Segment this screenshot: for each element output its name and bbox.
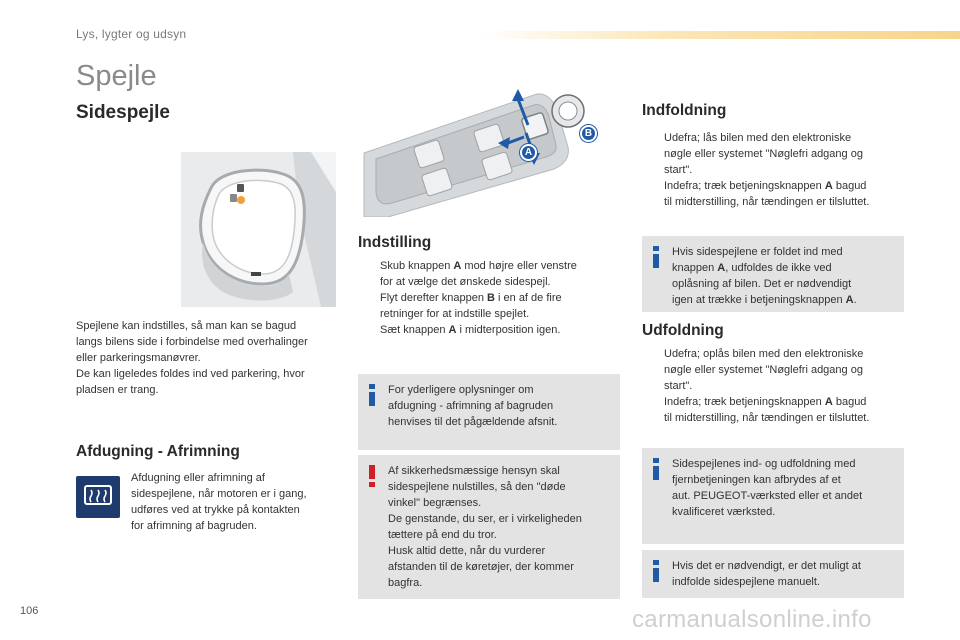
heading-udfoldning: Udfoldning bbox=[642, 322, 724, 339]
step-line: Indefra; træk betjeningsknappen A bagud bbox=[664, 396, 867, 408]
heading-afdugning: Afdugning - Afrimning bbox=[76, 443, 240, 460]
step-line: til midterstilling, når tændingen er tilsluttet. bbox=[664, 196, 870, 208]
info-line: igen at trække i betjeningsknappen A. bbox=[672, 294, 857, 306]
page-number: 106 bbox=[20, 605, 39, 617]
info-line: Hvis det er nødvendigt, er det muligt at bbox=[672, 560, 861, 572]
step-line: start". bbox=[664, 164, 693, 176]
intro-line: pladsen er trang. bbox=[76, 384, 159, 396]
afdugning-text bbox=[131, 470, 341, 534]
step-line: Udefra; oplås bilen med den elektroniske bbox=[664, 348, 864, 360]
heading-indstilling: Indstilling bbox=[358, 234, 432, 251]
info-icon bbox=[650, 458, 662, 480]
list-item bbox=[642, 178, 912, 210]
door-control-panel-illustration bbox=[358, 85, 610, 217]
list-item bbox=[642, 130, 912, 178]
warning-line: sidespejlene nulstilles, så den "døde bbox=[388, 481, 566, 493]
warning-line: bagfra. bbox=[388, 577, 423, 589]
section-title-sidespejle: Sidespejle bbox=[76, 102, 170, 123]
info-box-manual-fold bbox=[642, 550, 904, 598]
list-item bbox=[358, 258, 620, 290]
step-line: nøgle eller systemet "Nøglefri adgang og bbox=[664, 148, 863, 160]
intro-line: langs bilens side i forbindelse med overhalinger bbox=[76, 336, 308, 348]
step-line: Flyt derefter knappen B i en af de fire bbox=[380, 292, 562, 304]
afdugning-line: sidespejlene, når motoren er i gang, bbox=[131, 488, 307, 500]
info-box-indfoldning bbox=[642, 236, 904, 312]
list-item bbox=[358, 290, 620, 322]
info-line: henvises til det pågældende afsnit. bbox=[388, 416, 558, 428]
udfoldning-steps bbox=[642, 346, 912, 426]
step-line: Skub knappen A mod højre eller venstre bbox=[380, 260, 577, 272]
info-line: oplåsning af bilen. Det er nødvendigt bbox=[672, 278, 852, 290]
info-line: Hvis sidespejlene er foldet ind med bbox=[672, 246, 843, 258]
warning-line: De genstande, du ser, er i virkeligheden bbox=[388, 513, 582, 525]
warning-line: Husk altid dette, når du vurderer bbox=[388, 545, 546, 557]
list-item bbox=[642, 346, 912, 394]
step-line: nøgle eller systemet "Nøglefri adgang og bbox=[664, 364, 863, 376]
step-line: til midterstilling, når tændingen er tilsluttet. bbox=[664, 412, 870, 424]
info-line: kvalificeret værksted. bbox=[672, 506, 776, 518]
indstilling-steps bbox=[358, 258, 620, 338]
step-line: Sæt knappen A i midterposition igen. bbox=[380, 324, 561, 336]
step-line: retninger for at indstille spejlet. bbox=[380, 308, 530, 320]
info-line: afdugning - afrimning af bagruden bbox=[388, 400, 554, 412]
info-box-udfoldning bbox=[642, 448, 904, 544]
intro-line: Spejlene kan indstilles, så man kan se bagud bbox=[76, 320, 297, 332]
info-box-afdugning bbox=[358, 374, 620, 450]
info-icon bbox=[650, 560, 662, 582]
step-line: for at vælge det ønskede sidespejl. bbox=[380, 276, 551, 288]
info-line: knappen A, udfoldes de ikke ved bbox=[672, 262, 832, 274]
info-icon bbox=[366, 384, 378, 406]
list-item bbox=[358, 322, 620, 338]
warning-line: vinkel" begrænses. bbox=[388, 497, 482, 509]
step-line: start". bbox=[664, 380, 693, 392]
warning-box-safety bbox=[358, 455, 620, 599]
defrost-button-icon bbox=[76, 476, 120, 518]
step-line: Udefra; lås bilen med den elektroniske bbox=[664, 132, 852, 144]
header-accent-bar bbox=[480, 31, 960, 39]
info-line: indfolde sidespejlene manuelt. bbox=[672, 576, 820, 588]
info-line: fjernbetjeningen kan afbrydes af et bbox=[672, 474, 841, 486]
step-line: Indefra; træk betjeningsknappen A bagud bbox=[664, 180, 867, 192]
list-item bbox=[642, 394, 912, 426]
breadcrumb: Lys, lygter og udsyn bbox=[76, 27, 187, 41]
intro-line: eller parkeringsmanøvrer. bbox=[76, 352, 201, 364]
page-title: Spejle bbox=[76, 60, 157, 92]
label-b-badge: B bbox=[580, 125, 597, 142]
afdugning-line: udføres ved at trykke på kontakten bbox=[131, 504, 300, 516]
info-line: Sidespejlenes ind- og udfoldning med bbox=[672, 458, 856, 470]
indfoldning-steps bbox=[642, 130, 912, 210]
label-a-badge: A bbox=[520, 144, 537, 161]
watermark: carmanualsonline.info bbox=[632, 606, 872, 633]
warning-icon bbox=[366, 465, 378, 487]
mirror-illustration bbox=[181, 152, 336, 307]
info-icon bbox=[650, 246, 662, 268]
info-line: For yderligere oplysninger om bbox=[388, 384, 534, 396]
afdugning-line: for afrimning af bagruden. bbox=[131, 520, 257, 532]
info-line: aut. PEUGEOT-værksted eller et andet bbox=[672, 490, 863, 502]
intro-paragraph bbox=[76, 318, 346, 398]
warning-line: tættere på end du tror. bbox=[388, 529, 497, 541]
warning-line: Af sikkerhedsmæssige hensyn skal bbox=[388, 465, 560, 477]
intro-line: De kan ligeledes foldes ind ved parkering, hvor bbox=[76, 368, 305, 380]
afdugning-line: Afdugning eller afrimning af bbox=[131, 472, 265, 484]
warning-line: afstanden til de køretøjer, der kommer bbox=[388, 561, 574, 573]
heading-indfoldning: Indfoldning bbox=[642, 102, 727, 119]
